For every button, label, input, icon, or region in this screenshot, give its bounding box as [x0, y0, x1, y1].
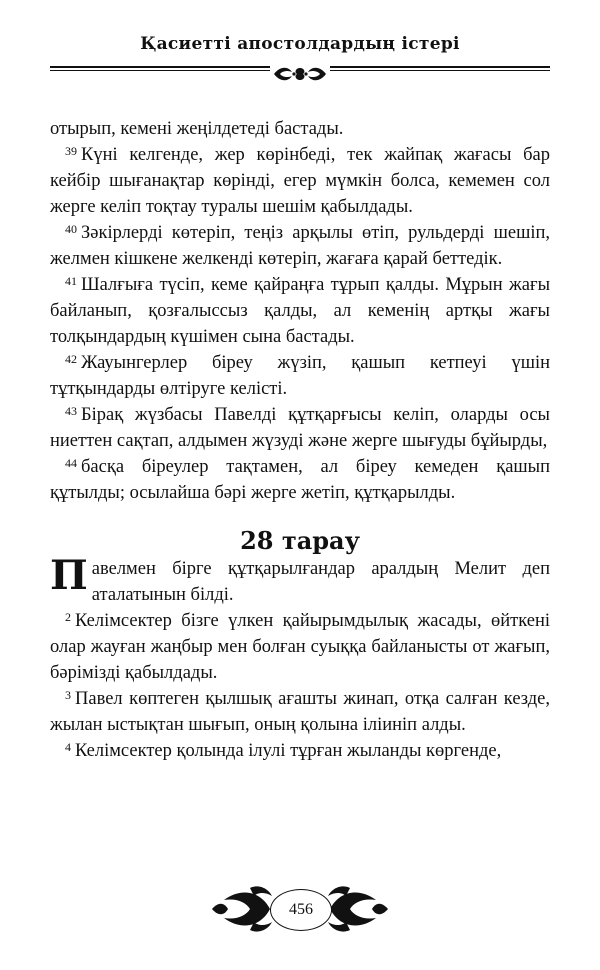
verse-number: 2 [65, 610, 71, 624]
drop-cap: П [50, 552, 88, 599]
verse-44: $^{44}$ басқа біреулер тақтамен, ал біреу кемеден қашып құтылды; осылайша бәрі жерге жетіп, құтқарылды. [50, 456, 550, 503]
verse-39: $^{39}$ Күні келгенде, жер көрінбеді, тек жайпақ жағасы бар кейбір шығанақтар көрінді, егер мүмкін болса, кемемен сол жерге келіп тоқтау туралы шешім қабылдады. [50, 144, 550, 217]
verse-number: 4 [65, 740, 71, 754]
header-ornament-icon [270, 62, 330, 86]
verse-continuation: отырып, кемені жеңілдетеді бастады. [50, 119, 344, 139]
verse-41: $^{41}$ Шалғыға түсіп, кеме қайраңға тұрып қалды. Мұрын жағы байланып, қозғалыссыз қалды, ал кеменің артқы жағы толқындардың күшімен сына бастады. [50, 274, 550, 347]
verse-43: $^{43}$ Бірақ жүзбасы Павелді құтқарғысы келіп, оларды осы ниеттен сақтап, алдымен жүзуді және жерге шығуды бұйырды, [50, 404, 550, 451]
verse-number: 39 [65, 144, 77, 158]
page-body [50, 116, 550, 764]
verse-2: $^2$ Келімсектер бізге үлкен қайырымдылық жасады, өйткені олар жауған жаңбыр мен болған суыққа байланысты от жағып, бәрімізді қабылдады. [50, 610, 550, 683]
verse-40: $^{40}$ Зәкірлерді көтеріп, теңіз арқылы өтіп, рульдерді шешіп, желмен кішкене желкенді көтеріп, жағаға қарай беттедік. [50, 222, 550, 269]
chapter-heading: 28 тарау [240, 526, 360, 555]
running-header: Қасиетті апостолдардың істері [140, 34, 460, 54]
verse-3: $^3$ Павел көптеген қылшық ағашты жинап, отқа салған кезде, жылан ыстықтан шығып, оның қолына іліиніп алды. [50, 688, 550, 735]
page-number: 456 [270, 889, 332, 931]
verse-42: $^{42}$ Жауынгерлер біреу жүзіп, қашып кетпеуі үшін тұтқындарды өлтіруге келісті. [50, 352, 550, 399]
verse-number: 41 [65, 274, 77, 288]
verse-number: 44 [65, 456, 77, 470]
verse-number: 40 [65, 222, 77, 236]
verse-number: 42 [65, 352, 77, 366]
verse-number: 43 [65, 404, 77, 418]
verse-number: 3 [65, 688, 71, 702]
chapter-first-verse: Павелмен бірге құтқарылғандар аралдың Мелит деп аталатынын білді. [50, 552, 550, 605]
verse-4: $^4$ Келімсектер қолында ілулі тұрған жыланды көргенде, [65, 740, 502, 761]
